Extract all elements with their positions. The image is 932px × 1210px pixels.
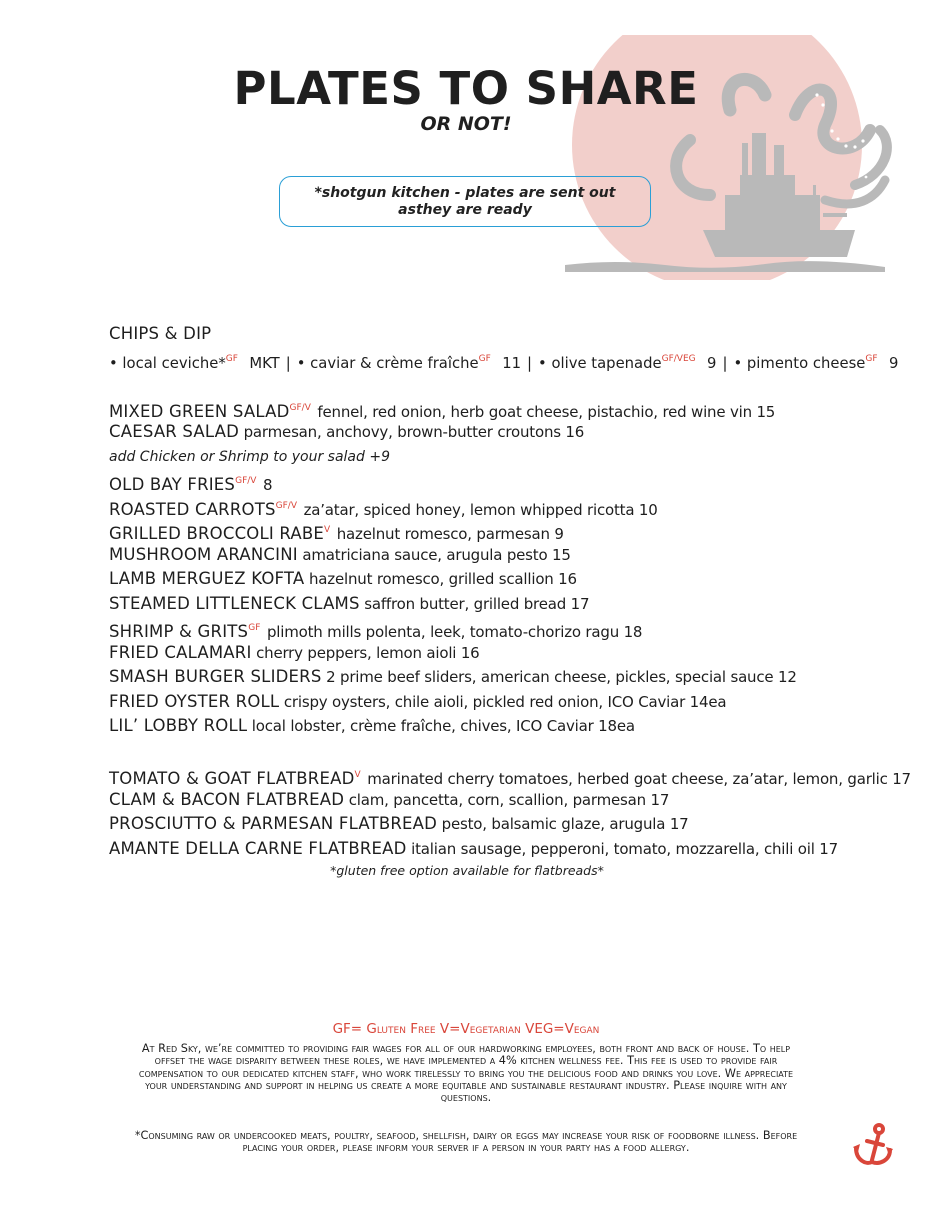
spacer (109, 371, 899, 396)
menu-item-name: LIL’ LOBBY ROLL (109, 716, 248, 735)
menu-item-description: pesto, balsamic glaze, arugula 17 (437, 815, 689, 833)
flatbreads-list (109, 763, 911, 861)
menu-item-description: 2 prime beef sliders, american cheese, pickles, special sauce 12 (321, 668, 797, 686)
dietary-legend: GF= Gluten Free V=Vegetarian VEG=Vegan (332, 1021, 600, 1037)
menu-item-name: GRILLED BROCCOLI RABE (109, 524, 325, 543)
menu-item-name: ROASTED CARROTS (109, 499, 276, 519)
menu-item-description: fennel, red onion, herb goat cheese, pistachio, red wine vin 15 (312, 402, 776, 421)
salad-addon-note: add Chicken or Shrimp to your salad +9 (109, 448, 390, 465)
flatbread-note: *gluten free option available for flatbreads* (330, 863, 604, 878)
menu-item (109, 837, 899, 862)
menu-item-name: LAMB MERGUEZ KOFTA (109, 569, 305, 588)
dietary-tag: GF/VEG (661, 353, 696, 364)
menu-item-name: CAESAR SALAD (109, 422, 240, 441)
menu-item (109, 543, 899, 568)
menu-item-name: STEAMED LITTLENECK CLAMS (109, 593, 360, 613)
page-title: PLATES TO SHARE (233, 62, 699, 115)
spacer (109, 739, 899, 764)
menu-item-name: SMASH BURGER SLIDERS (109, 667, 322, 686)
chips-options (109, 347, 899, 372)
menu-item (109, 567, 899, 592)
menu-item (109, 690, 899, 715)
menu-item-name: AMANTE DELLA CARNE FLATBREAD (109, 838, 407, 858)
dietary-tag: GF (865, 353, 878, 364)
notice-line-2: asthey are ready (398, 202, 532, 218)
menu-item (109, 763, 911, 788)
menu-item (109, 396, 899, 421)
menu-item (109, 812, 899, 837)
menu-item-description: clam, pancetta, corn, scallion, parmesan 17 (344, 790, 670, 809)
menu-item-description: hazelnut romesco, parmesan 9 (332, 525, 564, 543)
shotgun-kitchen-notice (279, 176, 651, 227)
menu-item-description: hazelnut romesco, grilled scallion 16 (304, 570, 577, 588)
wellness-fee-notice: At Red Sky, we’re committed to providing fair wages for all of our hardworking employees, both front and back of house. To help offset the wage disparity between these roles, we have implemented a 4% kitchen wellness fee. This fee is used to provide fair compensation to our dedicated kitchen staff, who work tirelessly to bring you the delicious food and drinks you love. We appreciate your understanding and support in helping us create a more equitable and sustainable restaurant industry. Please inquire with any questions. (138, 1042, 794, 1105)
menu-item (109, 788, 899, 813)
menu-item-name: FRIED OYSTER ROLL (109, 691, 280, 711)
menu-item-description: saffron butter, grilled bread 17 (359, 594, 590, 613)
menu-item-description: cherry peppers, lemon aioli 16 (251, 643, 480, 662)
dietary-tag: GF/V (289, 402, 311, 413)
chips-option: • caviar & crème fraîche$^{GF}$ 11 (296, 353, 522, 372)
menu-item-name: FRIED CALAMARI (109, 642, 252, 662)
menu-item-description: marinated cherry tomatoes, herbed goat cheese, za’atar, lemon, garlic 17 (362, 770, 911, 788)
menu-item (109, 592, 899, 617)
menu-item (109, 420, 899, 445)
menu-item-name: SHRIMP & GRITS (109, 622, 249, 641)
menu-item-description: plimoth mills polenta, leek, tomato-chorizo ragu 18 (262, 623, 643, 641)
separator: | (285, 354, 291, 372)
dietary-tag: GF (225, 353, 238, 364)
menu-item-description: amatriciana sauce, arugula pesto 15 (297, 545, 571, 564)
dietary-tag: GF/V (235, 476, 257, 486)
page-subtitle: OR NOT! (420, 113, 512, 135)
anchor-logo (852, 1122, 894, 1168)
dietary-tag: GF (478, 353, 491, 364)
menu-item (109, 494, 899, 519)
chips-option: • pimento cheese$^{GF}$ 9 (733, 353, 899, 372)
chips-option: • olive tapenade$^{GF/VEG}$ 9 (538, 353, 717, 372)
chips-option: • local ceviche*$^{GF}$ MKT (109, 353, 280, 372)
menu-item (109, 714, 899, 739)
dietary-tag: V (324, 525, 331, 535)
separator: | (722, 354, 728, 372)
menu-item (109, 518, 899, 543)
menu-item-description: crispy oysters, chile aioli, pickled red onion, ICO Caviar 14ea (279, 692, 727, 711)
menu-item-name: PROSCIUTTO & PARMESAN FLATBREAD (109, 814, 438, 833)
menu-list (109, 322, 911, 881)
menu-item-name: CLAM & BACON FLATBREAD (109, 789, 345, 809)
allergy-notice: *Consuming raw or undercooked meats, poultry, seafood, shellfish, dairy or eggs may increase your risk of foodborne illness. Before placing your order, please inform your server if a person in your party has a food allergy. (134, 1129, 798, 1155)
dietary-tag: GF/V (275, 500, 297, 511)
notice-line-1: *shotgun kitchen - plates are sent out (314, 185, 616, 201)
dietary-tag: V (354, 770, 361, 780)
menu-item (109, 641, 899, 666)
menu-item (109, 469, 899, 494)
plates-list (109, 396, 899, 739)
menu-item-name: OLD BAY FRIES (109, 475, 236, 494)
menu-item-name: MUSHROOM ARANCINI (109, 544, 298, 564)
menu-item-name: TOMATO & GOAT FLATBREAD (109, 769, 355, 788)
menu-item-name: MIXED GREEN SALAD (109, 401, 290, 421)
menu-item (109, 665, 899, 690)
separator: | (527, 354, 533, 372)
menu-item-description: parmesan, anchovy, brown-butter croutons 16 (239, 423, 585, 441)
menu-item-description: local lobster, crème fraîche, chives, ICO Caviar 18ea (247, 717, 635, 735)
menu-item-description: za’atar, spiced honey, lemon whipped ricotta 10 (299, 500, 658, 519)
menu-item (109, 616, 899, 641)
chips-section-title: CHIPS & DIP (109, 324, 212, 343)
menu-item-description: 8 (258, 476, 273, 494)
dietary-tag: GF (248, 623, 261, 633)
menu-item-description: italian sausage, pepperoni, tomato, mozzarella, chili oil 17 (406, 839, 838, 858)
